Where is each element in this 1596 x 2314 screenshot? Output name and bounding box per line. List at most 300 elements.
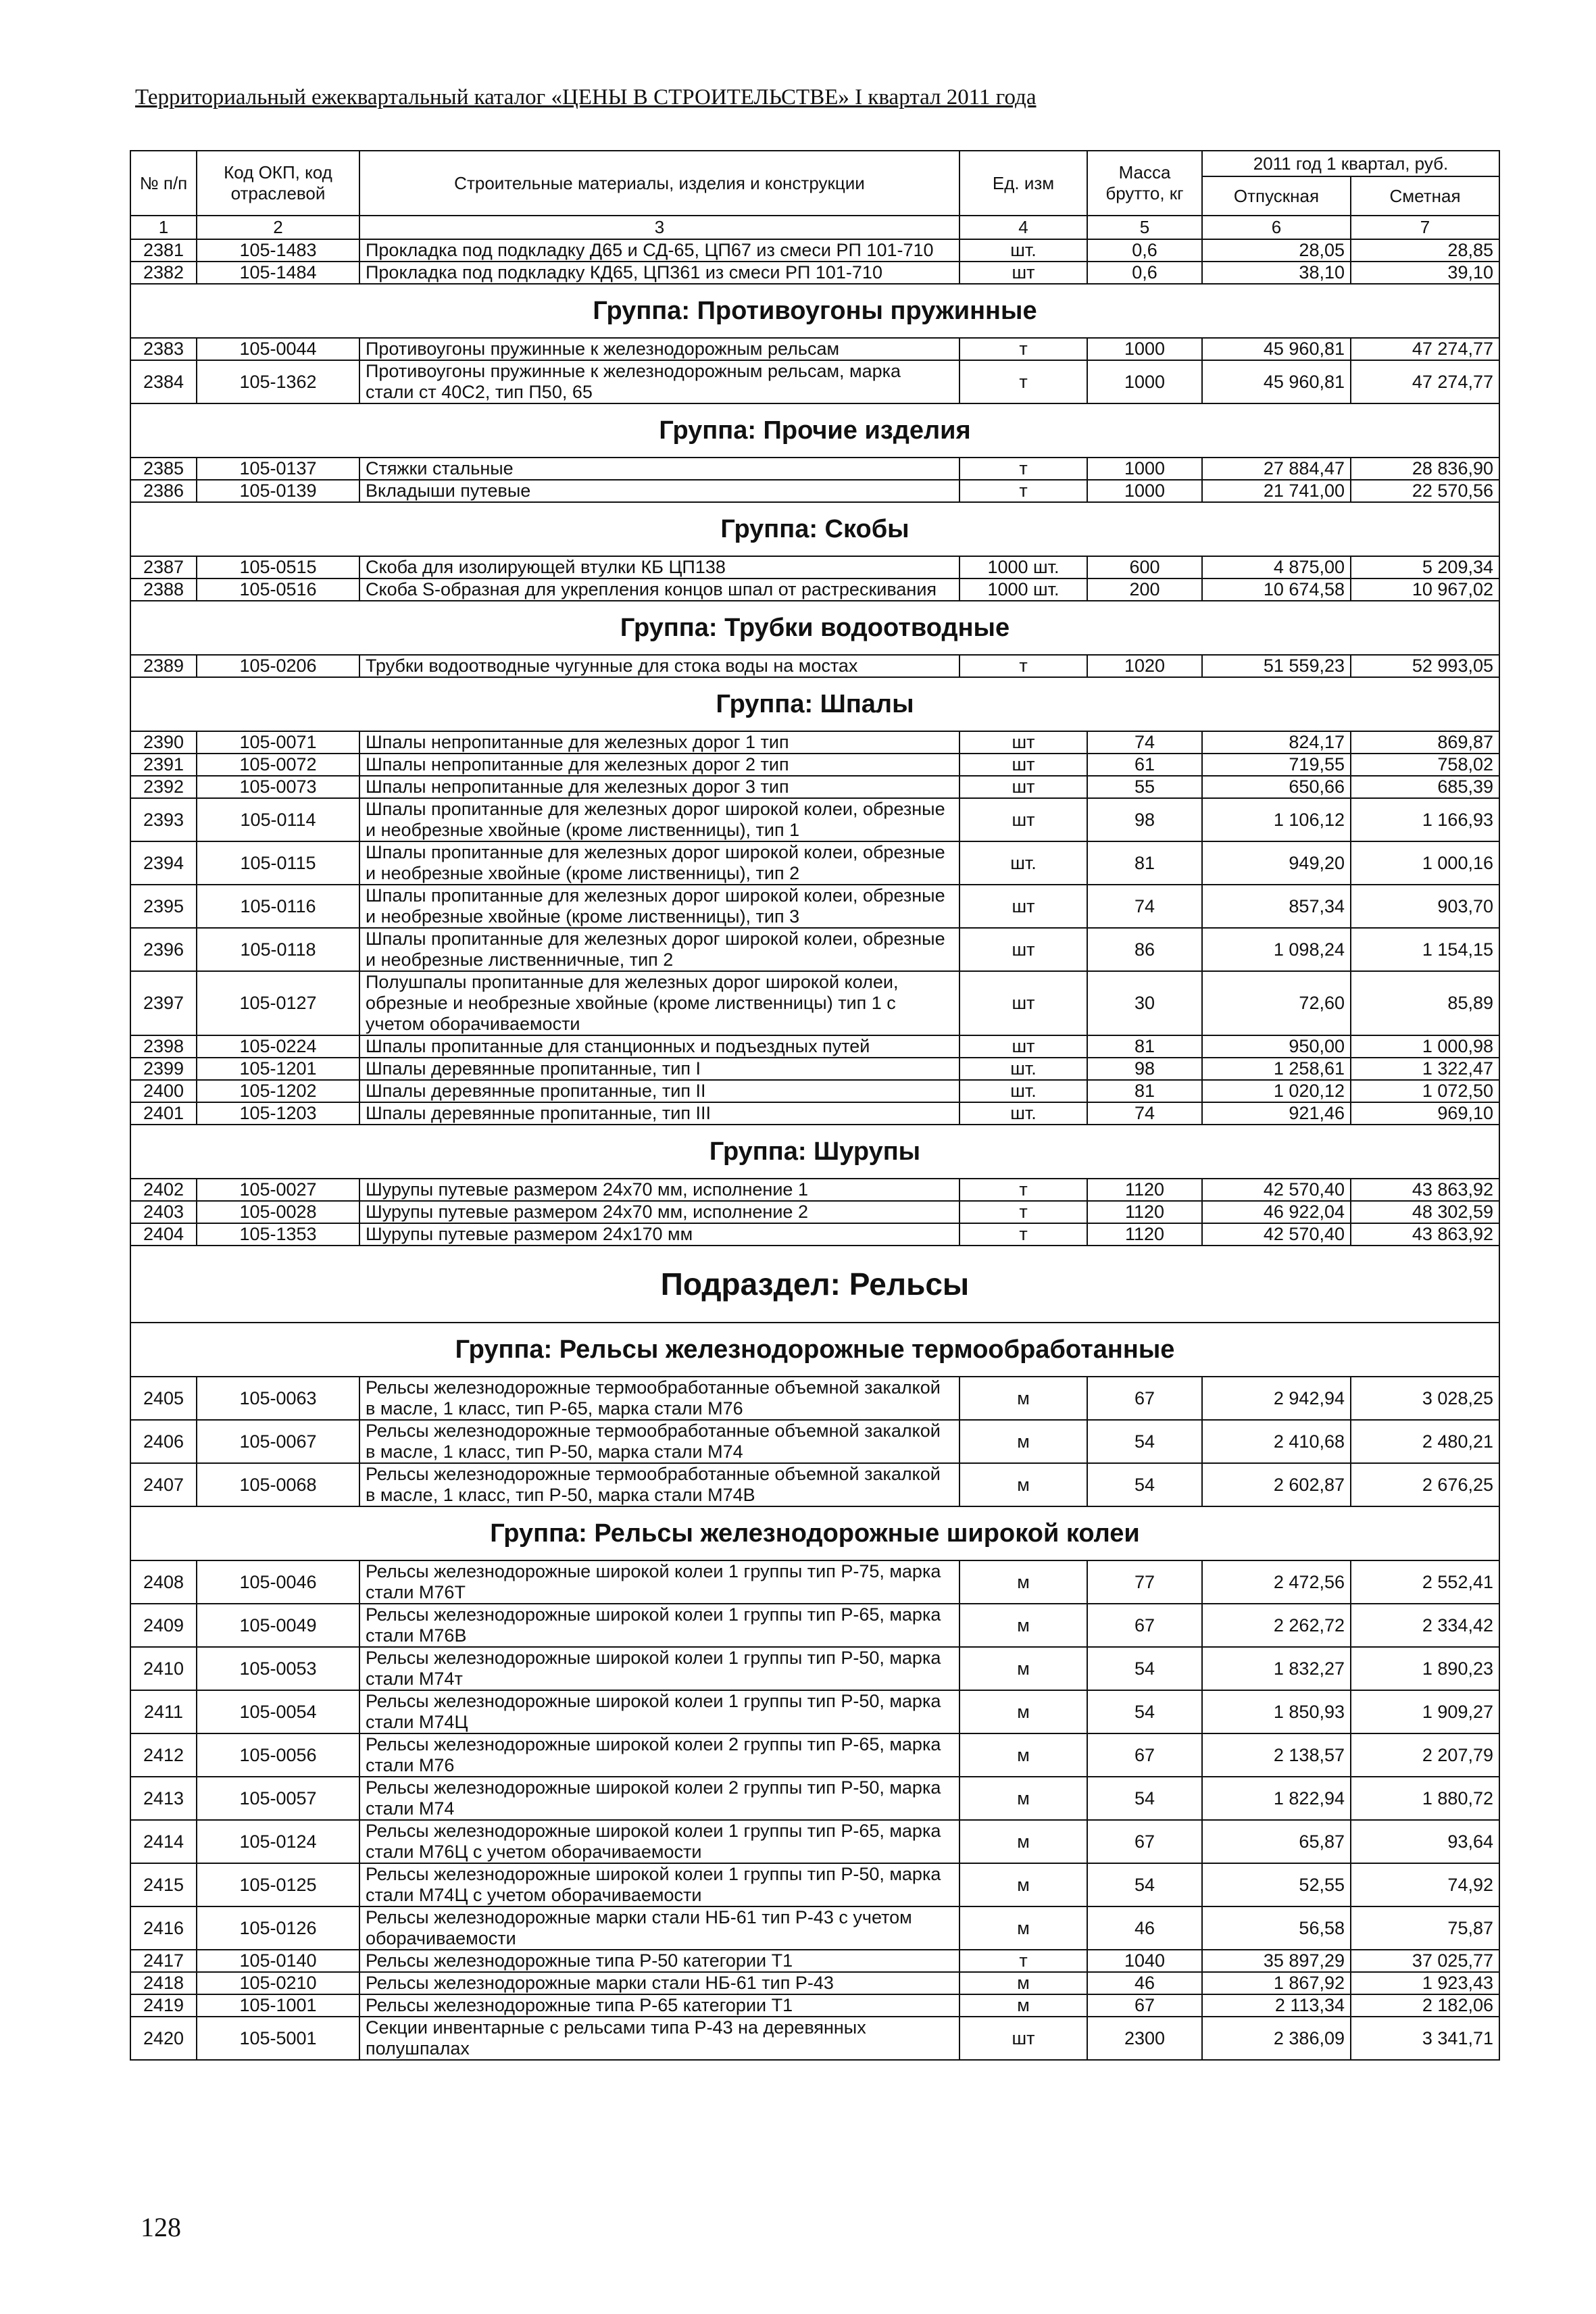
table-row xyxy=(130,1820,1499,1863)
row-number: 2403 xyxy=(130,1201,197,1223)
group-row xyxy=(130,502,1499,556)
col-header-unit: Ед. изм xyxy=(959,151,1087,216)
row-code: 105-1203 xyxy=(197,1102,359,1125)
row-code: 105-0118 xyxy=(197,928,359,971)
row-number: 2400 xyxy=(130,1080,197,1102)
row-number: 2385 xyxy=(130,458,197,480)
row-estimate-price: 2 182,06 xyxy=(1351,1994,1499,2017)
row-mass: 74 xyxy=(1087,731,1202,754)
table-row xyxy=(130,262,1499,284)
group-title: Группа: Прочие изделия xyxy=(130,403,1499,458)
table-row xyxy=(130,1863,1499,1906)
row-number: 2412 xyxy=(130,1733,197,1777)
row-name: Трубки водоотводные чугунные для стока воды на мостах xyxy=(359,655,959,677)
row-name: Шурупы путевые размером 24х70 мм, исполнение 1 xyxy=(359,1179,959,1201)
table-row xyxy=(130,1102,1499,1125)
row-unit: м xyxy=(959,1777,1087,1820)
col-header-code: Код ОКП, код отраслевой xyxy=(197,151,359,216)
row-estimate-price: 52 993,05 xyxy=(1351,655,1499,677)
row-release-price: 1 832,27 xyxy=(1202,1647,1351,1690)
row-number: 2407 xyxy=(130,1463,197,1506)
row-code: 105-0072 xyxy=(197,754,359,776)
row-estimate-price: 22 570,56 xyxy=(1351,480,1499,502)
table-row xyxy=(130,338,1499,360)
row-release-price: 65,87 xyxy=(1202,1820,1351,1863)
row-mass: 54 xyxy=(1087,1690,1202,1733)
table-row xyxy=(130,841,1499,885)
row-unit: 1000 шт. xyxy=(959,578,1087,601)
row-name: Рельсы железнодорожные типа Р-65 категории Т1 xyxy=(359,1994,959,2017)
row-name: Рельсы железнодорожные термообработанные объемной закалкой в масле, 1 класс, тип Р-50, марка стали М74В xyxy=(359,1463,959,1506)
group-row xyxy=(130,284,1499,338)
row-unit: шт. xyxy=(959,841,1087,885)
row-code: 105-0115 xyxy=(197,841,359,885)
table-row xyxy=(130,885,1499,928)
table-row xyxy=(130,1777,1499,1820)
row-unit: т xyxy=(959,1201,1087,1223)
row-release-price: 1 850,93 xyxy=(1202,1690,1351,1733)
table-row xyxy=(130,776,1499,798)
row-code: 105-0057 xyxy=(197,1777,359,1820)
row-estimate-price: 43 863,92 xyxy=(1351,1223,1499,1246)
col-header-number: № п/п xyxy=(130,151,197,216)
row-code: 105-1001 xyxy=(197,1994,359,2017)
row-number: 2410 xyxy=(130,1647,197,1690)
table-row xyxy=(130,1647,1499,1690)
row-unit: м xyxy=(959,1463,1087,1506)
row-release-price: 27 884,47 xyxy=(1202,458,1351,480)
row-number: 2406 xyxy=(130,1420,197,1463)
table-row xyxy=(130,655,1499,677)
row-mass: 67 xyxy=(1087,1604,1202,1647)
group-row xyxy=(130,601,1499,655)
row-estimate-price: 1 890,23 xyxy=(1351,1647,1499,1690)
row-name: Шпалы деревянные пропитанные, тип I xyxy=(359,1058,959,1080)
table-row xyxy=(130,360,1499,403)
row-release-price: 56,58 xyxy=(1202,1906,1351,1950)
table-row xyxy=(130,2017,1499,2060)
row-number: 2382 xyxy=(130,262,197,284)
row-unit: шт xyxy=(959,971,1087,1035)
row-number: 2390 xyxy=(130,731,197,754)
row-name: Вкладыши путевые xyxy=(359,480,959,502)
row-mass: 81 xyxy=(1087,1035,1202,1058)
row-number: 2402 xyxy=(130,1179,197,1201)
row-name: Полушпалы пропитанные для железных дорог широкой колеи, обрезные и необрезные хвойные (кроме лиственницы) тип 1 с учетом оборачиваемости xyxy=(359,971,959,1035)
row-release-price: 2 602,87 xyxy=(1202,1463,1351,1506)
row-unit: т xyxy=(959,655,1087,677)
row-mass: 67 xyxy=(1087,1820,1202,1863)
row-code: 105-0063 xyxy=(197,1377,359,1420)
row-code: 105-0140 xyxy=(197,1950,359,1972)
row-name: Рельсы железнодорожные широкой колеи 1 группы тип Р-65, марка стали М76В xyxy=(359,1604,959,1647)
row-estimate-price: 2 480,21 xyxy=(1351,1420,1499,1463)
table-row xyxy=(130,1223,1499,1246)
row-number: 2388 xyxy=(130,578,197,601)
group-title: Группа: Шурупы xyxy=(130,1125,1499,1179)
row-release-price: 2 262,72 xyxy=(1202,1604,1351,1647)
row-name: Скоба для изолирующей втулки КБ ЦП138 xyxy=(359,556,959,578)
row-release-price: 1 822,94 xyxy=(1202,1777,1351,1820)
table-row xyxy=(130,1604,1499,1647)
table-row xyxy=(130,1972,1499,1994)
row-estimate-price: 37 025,77 xyxy=(1351,1950,1499,1972)
group-row xyxy=(130,1506,1499,1560)
row-number: 2389 xyxy=(130,655,197,677)
row-code: 105-0054 xyxy=(197,1690,359,1733)
row-mass: 1120 xyxy=(1087,1201,1202,1223)
row-unit: шт xyxy=(959,1035,1087,1058)
row-unit: шт xyxy=(959,885,1087,928)
row-unit: м xyxy=(959,1906,1087,1950)
row-unit: шт xyxy=(959,928,1087,971)
row-number: 2404 xyxy=(130,1223,197,1246)
group-title: Группа: Рельсы железнодорожные широкой колеи xyxy=(130,1506,1499,1560)
row-number: 2409 xyxy=(130,1604,197,1647)
row-name: Шпалы деревянные пропитанные, тип III xyxy=(359,1102,959,1125)
row-code: 105-0068 xyxy=(197,1463,359,1506)
group-row xyxy=(130,403,1499,458)
table-row xyxy=(130,1733,1499,1777)
table-row xyxy=(130,1463,1499,1506)
row-number: 2396 xyxy=(130,928,197,971)
row-code: 105-0125 xyxy=(197,1863,359,1906)
row-release-price: 72,60 xyxy=(1202,971,1351,1035)
row-estimate-price: 1 322,47 xyxy=(1351,1058,1499,1080)
row-name: Прокладка под подкладку КД65, ЦП361 из смеси РП 101-710 xyxy=(359,262,959,284)
row-name: Шпалы пропитанные для станционных и подъездных путей xyxy=(359,1035,959,1058)
row-code: 105-0053 xyxy=(197,1647,359,1690)
row-release-price: 1 867,92 xyxy=(1202,1972,1351,1994)
col-header-period: 2011 год 1 квартал, руб. xyxy=(1202,151,1499,176)
table-row xyxy=(130,971,1499,1035)
row-number: 2393 xyxy=(130,798,197,841)
row-name: Рельсы железнодорожные термообработанные объемной закалкой в масле, 1 класс, тип Р-50, марка стали М74 xyxy=(359,1420,959,1463)
column-number-row xyxy=(130,216,1499,239)
row-unit: 1000 шт. xyxy=(959,556,1087,578)
row-number: 2397 xyxy=(130,971,197,1035)
row-name: Рельсы железнодорожные марки стали НБ-61 тип Р-43 с учетом оборачиваемости xyxy=(359,1906,959,1950)
row-code: 105-0126 xyxy=(197,1906,359,1950)
group-row xyxy=(130,677,1499,731)
row-name: Шпалы непропитанные для железных дорог 2 тип xyxy=(359,754,959,776)
row-name: Рельсы железнодорожные термообработанные объемной закалкой в масле, 1 класс, тип Р-65, марка стали М76 xyxy=(359,1377,959,1420)
row-code: 105-0116 xyxy=(197,885,359,928)
row-number: 2420 xyxy=(130,2017,197,2060)
row-name: Рельсы железнодорожные широкой колеи 1 группы тип Р-50, марка стали М74Ц xyxy=(359,1690,959,1733)
row-unit: м xyxy=(959,1604,1087,1647)
row-number: 2408 xyxy=(130,1560,197,1604)
row-code: 105-1201 xyxy=(197,1058,359,1080)
row-number: 2418 xyxy=(130,1972,197,1994)
row-unit: т xyxy=(959,458,1087,480)
row-code: 105-1202 xyxy=(197,1080,359,1102)
table-row xyxy=(130,928,1499,971)
row-name: Противоугоны пружинные к железнодорожным рельсам, марка стали ст 40С2, тип П50, 65 xyxy=(359,360,959,403)
row-name: Шпалы пропитанные для железных дорог широкой колеи, обрезные и необрезные хвойные (кроме лиственницы), тип 3 xyxy=(359,885,959,928)
row-release-price: 1 098,24 xyxy=(1202,928,1351,971)
row-mass: 1000 xyxy=(1087,360,1202,403)
row-unit: т xyxy=(959,338,1087,360)
row-number: 2386 xyxy=(130,480,197,502)
row-number: 2381 xyxy=(130,239,197,262)
row-code: 105-0139 xyxy=(197,480,359,502)
subsection-title: Подраздел: Рельсы xyxy=(130,1246,1499,1323)
row-mass: 54 xyxy=(1087,1777,1202,1820)
row-number: 2399 xyxy=(130,1058,197,1080)
row-code: 105-0206 xyxy=(197,655,359,677)
row-unit: т xyxy=(959,1950,1087,1972)
row-name: Рельсы железнодорожные широкой колеи 1 группы тип Р-50, марка стали М74т xyxy=(359,1647,959,1690)
row-unit: м xyxy=(959,1820,1087,1863)
row-name: Рельсы железнодорожные широкой колеи 1 группы тип Р-50, марка стали М74Ц с учетом оборачиваемости xyxy=(359,1863,959,1906)
table-row xyxy=(130,1560,1499,1604)
row-release-price: 2 410,68 xyxy=(1202,1420,1351,1463)
group-row xyxy=(130,1323,1499,1377)
row-unit: т xyxy=(959,480,1087,502)
row-mass: 0,6 xyxy=(1087,262,1202,284)
row-mass: 74 xyxy=(1087,1102,1202,1125)
price-table-container xyxy=(130,150,1499,2061)
row-estimate-price: 1 154,15 xyxy=(1351,928,1499,971)
row-estimate-price: 75,87 xyxy=(1351,1906,1499,1950)
col-header-release-price: Отпускная xyxy=(1202,176,1351,216)
row-unit: м xyxy=(959,1972,1087,1994)
row-unit: м xyxy=(959,1560,1087,1604)
column-number: 4 xyxy=(959,216,1087,239)
row-unit: шт. xyxy=(959,1080,1087,1102)
row-mass: 2300 xyxy=(1087,2017,1202,2060)
row-code: 105-0137 xyxy=(197,458,359,480)
row-number: 2394 xyxy=(130,841,197,885)
row-estimate-price: 1 000,16 xyxy=(1351,841,1499,885)
row-number: 2419 xyxy=(130,1994,197,2017)
row-name: Шпалы деревянные пропитанные, тип II xyxy=(359,1080,959,1102)
row-code: 105-0224 xyxy=(197,1035,359,1058)
table-row xyxy=(130,239,1499,262)
row-mass: 54 xyxy=(1087,1863,1202,1906)
row-number: 2391 xyxy=(130,754,197,776)
row-number: 2384 xyxy=(130,360,197,403)
row-release-price: 46 922,04 xyxy=(1202,1201,1351,1223)
row-code: 105-0071 xyxy=(197,731,359,754)
row-estimate-price: 3 028,25 xyxy=(1351,1377,1499,1420)
group-row xyxy=(130,1125,1499,1179)
row-code: 105-5001 xyxy=(197,2017,359,2060)
row-estimate-price: 28 836,90 xyxy=(1351,458,1499,480)
row-number: 2383 xyxy=(130,338,197,360)
row-unit: шт xyxy=(959,262,1087,284)
row-name: Шпалы непропитанные для железных дорог 3 тип xyxy=(359,776,959,798)
row-estimate-price: 47 274,77 xyxy=(1351,360,1499,403)
row-code: 105-0046 xyxy=(197,1560,359,1604)
row-estimate-price: 85,89 xyxy=(1351,971,1499,1035)
row-release-price: 45 960,81 xyxy=(1202,360,1351,403)
row-code: 105-0028 xyxy=(197,1201,359,1223)
table-row xyxy=(130,556,1499,578)
row-estimate-price: 43 863,92 xyxy=(1351,1179,1499,1201)
row-name: Шурупы путевые размером 24х170 мм xyxy=(359,1223,959,1246)
row-name: Противоугоны пружинные к железнодорожным рельсам xyxy=(359,338,959,360)
row-unit: шт. xyxy=(959,1102,1087,1125)
row-release-price: 21 741,00 xyxy=(1202,480,1351,502)
row-name: Шпалы пропитанные для железных дорог широкой колеи, обрезные и необрезные хвойные (кроме лиственницы), тип 1 xyxy=(359,798,959,841)
row-release-price: 824,17 xyxy=(1202,731,1351,754)
row-number: 2417 xyxy=(130,1950,197,1972)
row-code: 105-0073 xyxy=(197,776,359,798)
row-release-price: 2 113,34 xyxy=(1202,1994,1351,2017)
row-release-price: 10 674,58 xyxy=(1202,578,1351,601)
row-estimate-price: 48 302,59 xyxy=(1351,1201,1499,1223)
row-number: 2395 xyxy=(130,885,197,928)
row-mass: 55 xyxy=(1087,776,1202,798)
row-estimate-price: 2 676,25 xyxy=(1351,1463,1499,1506)
row-name: Секции инвентарные с рельсами типа Р-43 на деревянных полушпалах xyxy=(359,2017,959,2060)
row-release-price: 28,05 xyxy=(1202,239,1351,262)
row-estimate-price: 2 207,79 xyxy=(1351,1733,1499,1777)
price-table xyxy=(130,150,1500,2061)
row-unit: м xyxy=(959,1377,1087,1420)
row-release-price: 52,55 xyxy=(1202,1863,1351,1906)
row-unit: м xyxy=(959,1690,1087,1733)
table-row xyxy=(130,1080,1499,1102)
table-row xyxy=(130,1201,1499,1223)
row-code: 105-0114 xyxy=(197,798,359,841)
row-estimate-price: 3 341,71 xyxy=(1351,2017,1499,2060)
table-row xyxy=(130,731,1499,754)
row-release-price: 857,34 xyxy=(1202,885,1351,928)
row-mass: 1120 xyxy=(1087,1223,1202,1246)
row-estimate-price: 28,85 xyxy=(1351,239,1499,262)
page-number: 128 xyxy=(141,2212,181,2242)
row-estimate-price: 93,64 xyxy=(1351,1820,1499,1863)
col-header-estimate-price: Сметная xyxy=(1351,176,1499,216)
row-mass: 200 xyxy=(1087,578,1202,601)
row-code: 105-0127 xyxy=(197,971,359,1035)
row-estimate-price: 1 072,50 xyxy=(1351,1080,1499,1102)
price-table-body xyxy=(130,239,1499,2060)
group-title: Группа: Противоугоны пружинные xyxy=(130,284,1499,338)
row-code: 105-0067 xyxy=(197,1420,359,1463)
row-release-price: 949,20 xyxy=(1202,841,1351,885)
col-header-name: Строительные материалы, изделия и конструкции xyxy=(359,151,959,216)
row-code: 105-0515 xyxy=(197,556,359,578)
row-estimate-price: 47 274,77 xyxy=(1351,338,1499,360)
row-estimate-price: 685,39 xyxy=(1351,776,1499,798)
row-mass: 600 xyxy=(1087,556,1202,578)
row-estimate-price: 1 000,98 xyxy=(1351,1035,1499,1058)
row-release-price: 35 897,29 xyxy=(1202,1950,1351,1972)
row-mass: 77 xyxy=(1087,1560,1202,1604)
row-number: 2415 xyxy=(130,1863,197,1906)
row-code: 105-0056 xyxy=(197,1733,359,1777)
row-estimate-price: 2 552,41 xyxy=(1351,1560,1499,1604)
table-row xyxy=(130,1420,1499,1463)
group-title: Группа: Шпалы xyxy=(130,677,1499,731)
row-mass: 1120 xyxy=(1087,1179,1202,1201)
row-mass: 67 xyxy=(1087,1733,1202,1777)
row-code: 105-1484 xyxy=(197,262,359,284)
column-number: 3 xyxy=(359,216,959,239)
row-release-price: 2 386,09 xyxy=(1202,2017,1351,2060)
row-unit: м xyxy=(959,1420,1087,1463)
row-mass: 1000 xyxy=(1087,338,1202,360)
row-number: 2414 xyxy=(130,1820,197,1863)
table-row xyxy=(130,754,1499,776)
row-estimate-price: 969,10 xyxy=(1351,1102,1499,1125)
row-mass: 86 xyxy=(1087,928,1202,971)
table-row xyxy=(130,480,1499,502)
table-row xyxy=(130,1179,1499,1201)
row-code: 105-0027 xyxy=(197,1179,359,1201)
row-code: 105-1362 xyxy=(197,360,359,403)
group-title: Группа: Рельсы железнодорожные термообработанные xyxy=(130,1323,1499,1377)
row-mass: 30 xyxy=(1087,971,1202,1035)
row-unit: шт. xyxy=(959,1058,1087,1080)
row-mass: 0,6 xyxy=(1087,239,1202,262)
table-row xyxy=(130,1690,1499,1733)
group-title: Группа: Трубки водоотводные xyxy=(130,601,1499,655)
row-release-price: 45 960,81 xyxy=(1202,338,1351,360)
row-estimate-price: 1 880,72 xyxy=(1351,1777,1499,1820)
row-mass: 74 xyxy=(1087,885,1202,928)
row-estimate-price: 1 923,43 xyxy=(1351,1972,1499,1994)
row-mass: 1000 xyxy=(1087,480,1202,502)
col-header-mass: Масса брутто, кг xyxy=(1087,151,1202,216)
row-release-price: 921,46 xyxy=(1202,1102,1351,1125)
row-code: 105-0049 xyxy=(197,1604,359,1647)
table-row xyxy=(130,1950,1499,1972)
row-release-price: 4 875,00 xyxy=(1202,556,1351,578)
row-release-price: 1 020,12 xyxy=(1202,1080,1351,1102)
row-estimate-price: 758,02 xyxy=(1351,754,1499,776)
row-mass: 67 xyxy=(1087,1377,1202,1420)
row-unit: м xyxy=(959,1647,1087,1690)
row-release-price: 2 942,94 xyxy=(1202,1377,1351,1420)
subsection-row xyxy=(130,1246,1499,1323)
row-unit: шт xyxy=(959,776,1087,798)
row-code: 105-1483 xyxy=(197,239,359,262)
column-number: 2 xyxy=(197,216,359,239)
row-mass: 98 xyxy=(1087,1058,1202,1080)
row-unit: т xyxy=(959,1223,1087,1246)
row-release-price: 2 138,57 xyxy=(1202,1733,1351,1777)
row-name: Шпалы пропитанные для железных дорог широкой колеи, обрезные и необрезные лиственничные, тип 2 xyxy=(359,928,959,971)
row-number: 2416 xyxy=(130,1906,197,1950)
row-release-price: 1 106,12 xyxy=(1202,798,1351,841)
group-title: Группа: Скобы xyxy=(130,502,1499,556)
row-name: Шурупы путевые размером 24х70 мм, исполнение 2 xyxy=(359,1201,959,1223)
row-name: Скоба S-образная для укрепления концов шпал от растрескивания xyxy=(359,578,959,601)
row-name: Рельсы железнодорожные широкой колеи 2 группы тип Р-65, марка стали М76 xyxy=(359,1733,959,1777)
row-estimate-price: 39,10 xyxy=(1351,262,1499,284)
table-row xyxy=(130,1377,1499,1420)
row-release-price: 51 559,23 xyxy=(1202,655,1351,677)
row-number: 2401 xyxy=(130,1102,197,1125)
row-code: 105-0044 xyxy=(197,338,359,360)
row-name: Шпалы непропитанные для железных дорог 1 тип xyxy=(359,731,959,754)
row-mass: 98 xyxy=(1087,798,1202,841)
row-mass: 46 xyxy=(1087,1906,1202,1950)
row-estimate-price: 869,87 xyxy=(1351,731,1499,754)
row-mass: 67 xyxy=(1087,1994,1202,2017)
row-unit: шт. xyxy=(959,239,1087,262)
row-estimate-price: 1 166,93 xyxy=(1351,798,1499,841)
row-mass: 54 xyxy=(1087,1463,1202,1506)
row-release-price: 1 258,61 xyxy=(1202,1058,1351,1080)
row-number: 2392 xyxy=(130,776,197,798)
row-release-price: 950,00 xyxy=(1202,1035,1351,1058)
